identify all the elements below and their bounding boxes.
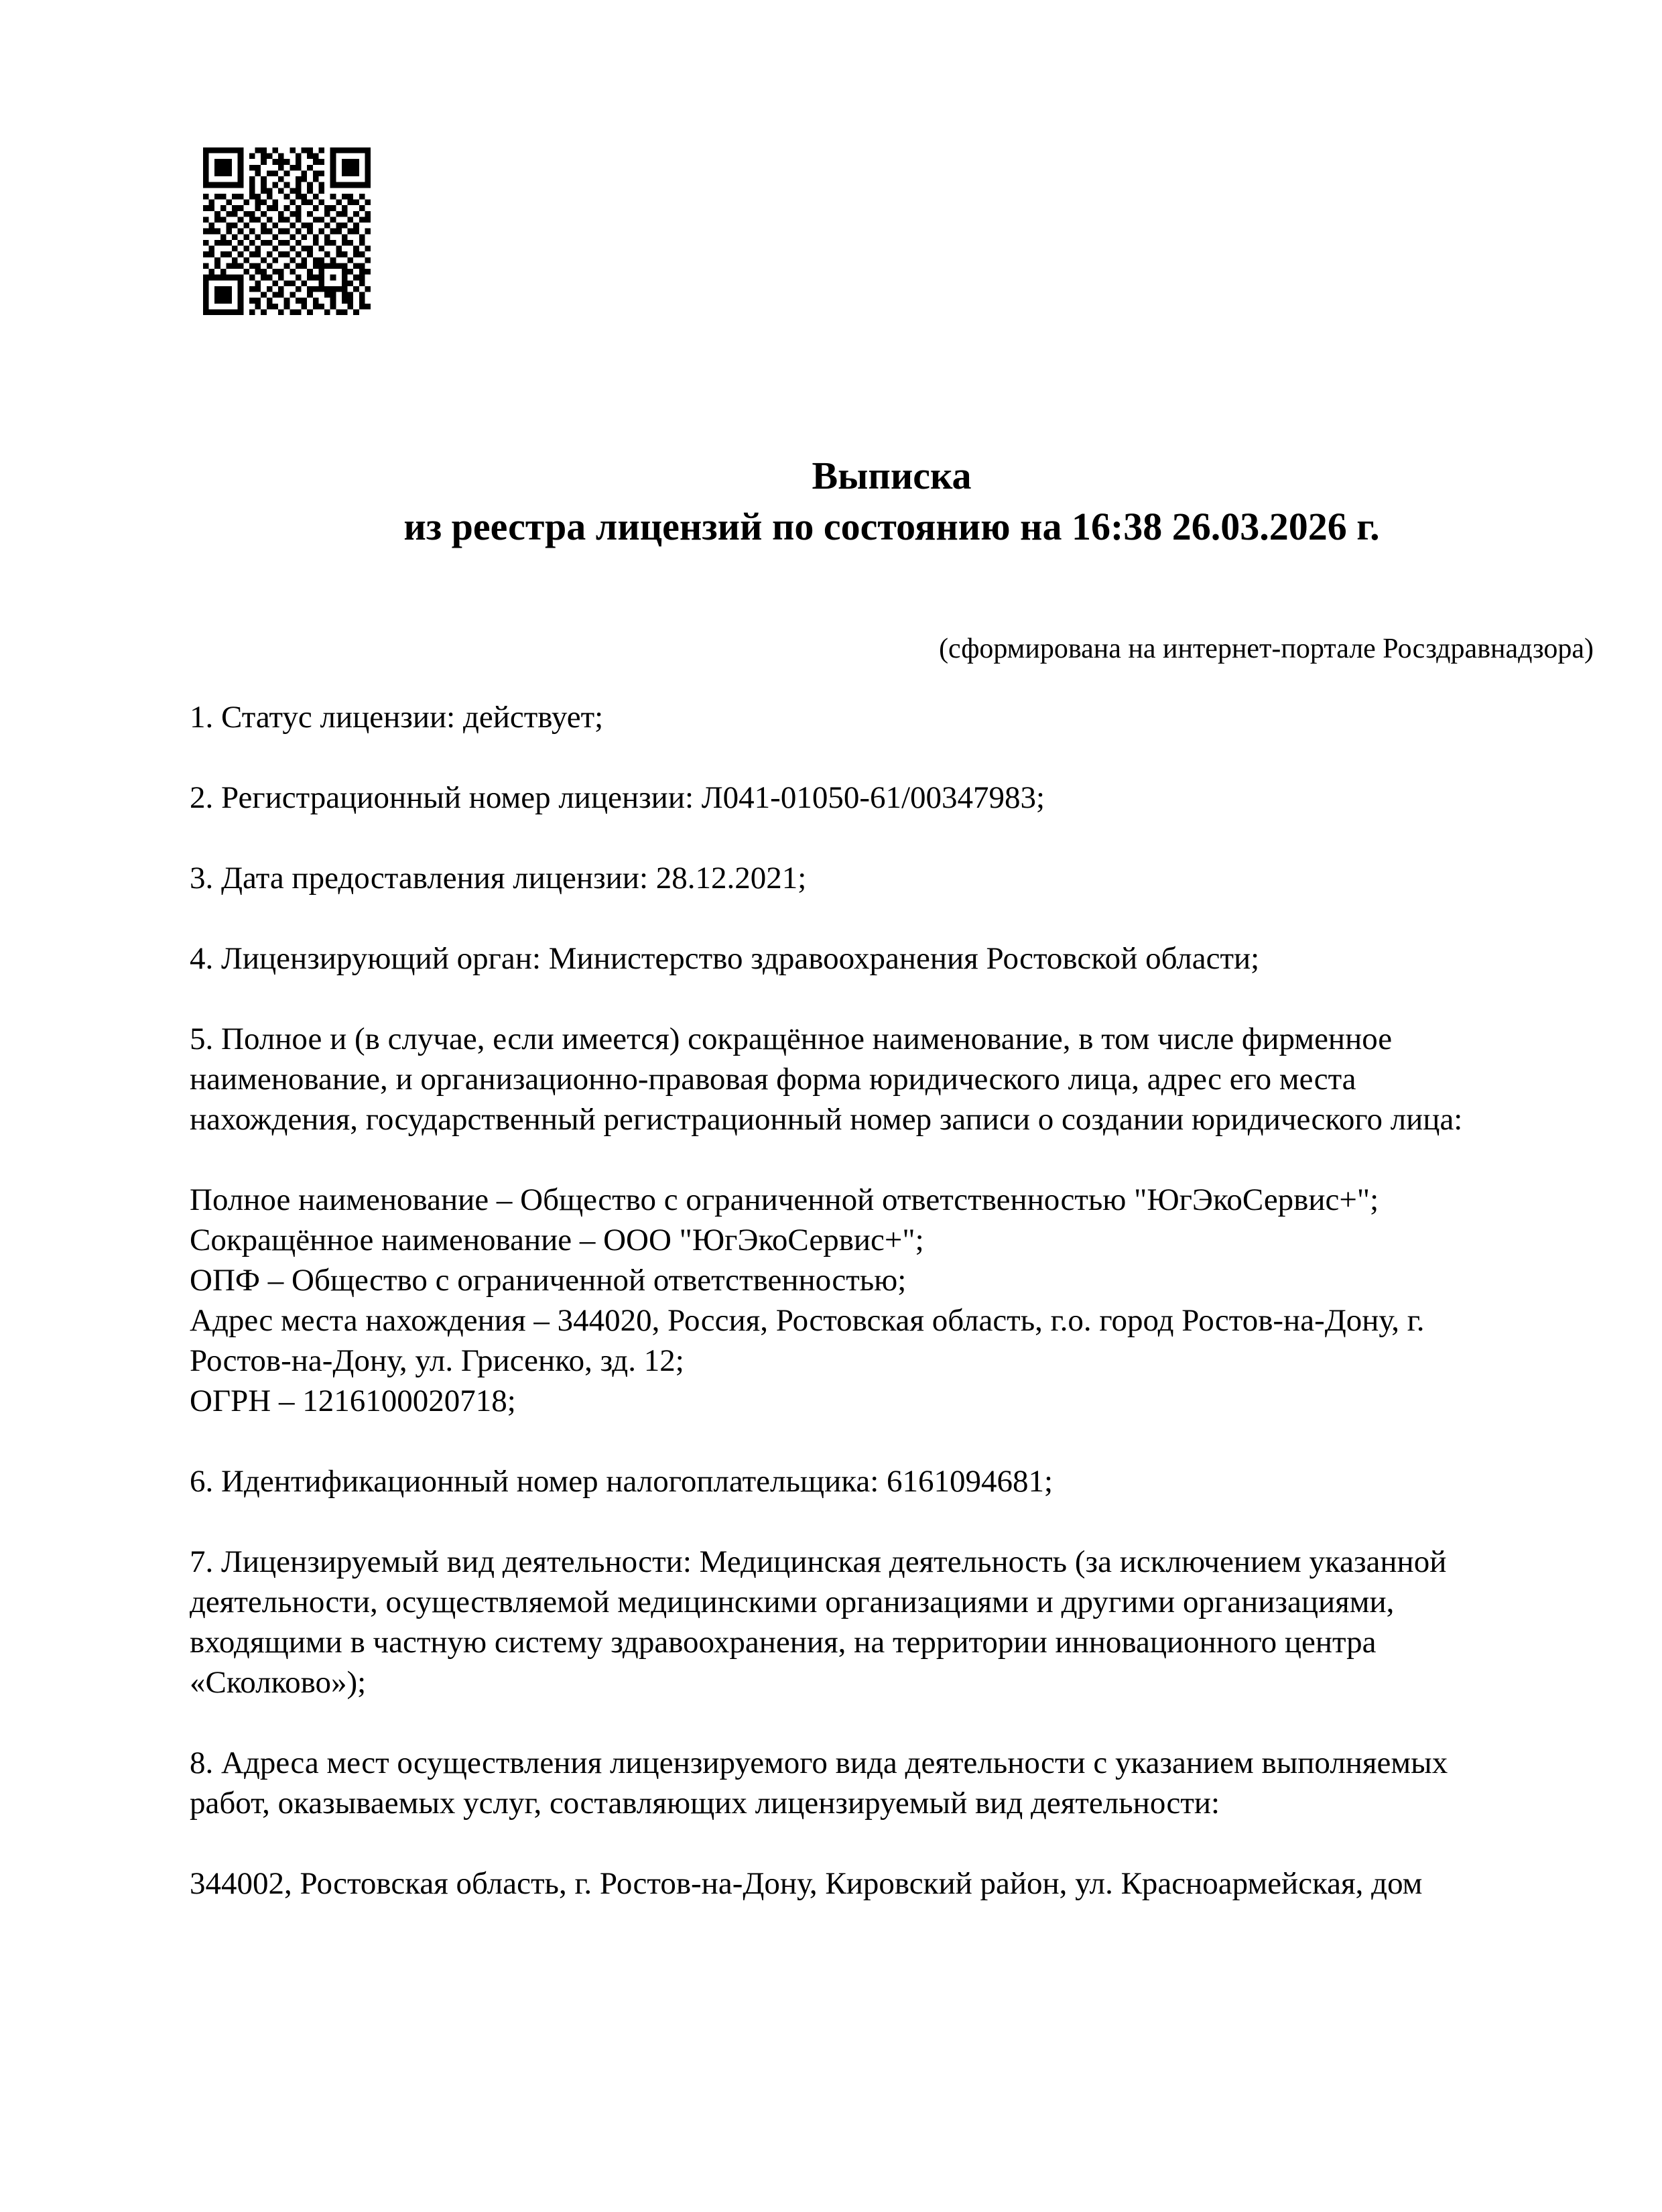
paragraph: [190, 858, 1604, 898]
text-line: ОГРН – 1216100020718;: [190, 1384, 516, 1418]
text-line: наименование, и организационно-правовая форма юридического лица, адрес его места: [190, 1062, 1356, 1097]
paragraph: [190, 938, 1604, 979]
title-line-1: Выписка: [812, 454, 972, 497]
paragraph: [190, 1743, 1604, 1823]
paragraph: [190, 1180, 1604, 1421]
text-line: Адрес места нахождения – 344020, Россия, Ростовская область, г.о. город Ростов-на-Дону, г.: [190, 1303, 1425, 1338]
text-line: работ, оказываемых услуг, составляющих лицензируемый вид деятельности:: [190, 1786, 1220, 1821]
paragraph: [190, 697, 1604, 737]
text-line: 1. Статус лицензии: действует;: [190, 700, 604, 735]
paragraph: [190, 1461, 1604, 1501]
text-line: ОПФ – Общество с ограниченной ответственностью;: [190, 1263, 907, 1298]
document-body: [190, 697, 1604, 1904]
document-title: [190, 450, 1594, 552]
text-line: 8. Адреса мест осуществления лицензируемого вида деятельности с указанием выполняемых: [190, 1745, 1448, 1780]
text-line: 4. Лицензирующий орган: Министерство здравоохранения Ростовской области;: [190, 941, 1260, 976]
text-line: Ростов-на-Дону, ул. Грисенко, зд. 12;: [190, 1343, 684, 1378]
text-line: 2. Регистрационный номер лицензии: Л041-01050-61/00347983;: [190, 780, 1045, 815]
title-line-2: из реестра лицензий по состоянию на 16:38 26.03.2026 г.: [403, 505, 1380, 548]
generated-note: (сформирована на интернет-портале Росздравнадзора): [939, 633, 1594, 664]
text-line: 344002, Ростовская область, г. Ростов-на-Дону, Кировский район, ул. Красноармейская, дом: [190, 1866, 1423, 1901]
paragraph: [190, 1542, 1604, 1703]
text-line: Полное наименование – Общество с ограниченной ответственностью "ЮгЭкоСервис+";: [190, 1182, 1379, 1217]
text-line: 3. Дата предоставления лицензии: 28.12.2021;: [190, 861, 807, 896]
qr-code: [203, 147, 371, 315]
text-line: 7. Лицензируемый вид деятельности: Медицинская деятельность (за исключением указанной: [190, 1544, 1447, 1579]
text-line: деятельности, осуществляемой медицинскими организациями и другими организациями,: [190, 1585, 1395, 1619]
paragraph: [190, 1019, 1604, 1140]
text-line: входящими в частную систему здравоохранения, на территории инновационного центра: [190, 1625, 1377, 1660]
text-line: 6. Идентификационный номер налогоплательщика: 6161094681;: [190, 1464, 1053, 1499]
paragraph: [190, 1863, 1604, 1904]
document-header: [190, 450, 1594, 666]
text-line: «Сколково»);: [190, 1665, 367, 1700]
paragraph: [190, 778, 1604, 818]
text-line: Сокращённое наименование – ООО "ЮгЭкоСервис+";: [190, 1223, 924, 1257]
text-line: нахождения, государственный регистрационный номер записи о создании юридического лица:: [190, 1102, 1463, 1137]
text-line: 5. Полное и (в случае, если имеется) сокращённое наименование, в том числе фирменное: [190, 1022, 1393, 1056]
